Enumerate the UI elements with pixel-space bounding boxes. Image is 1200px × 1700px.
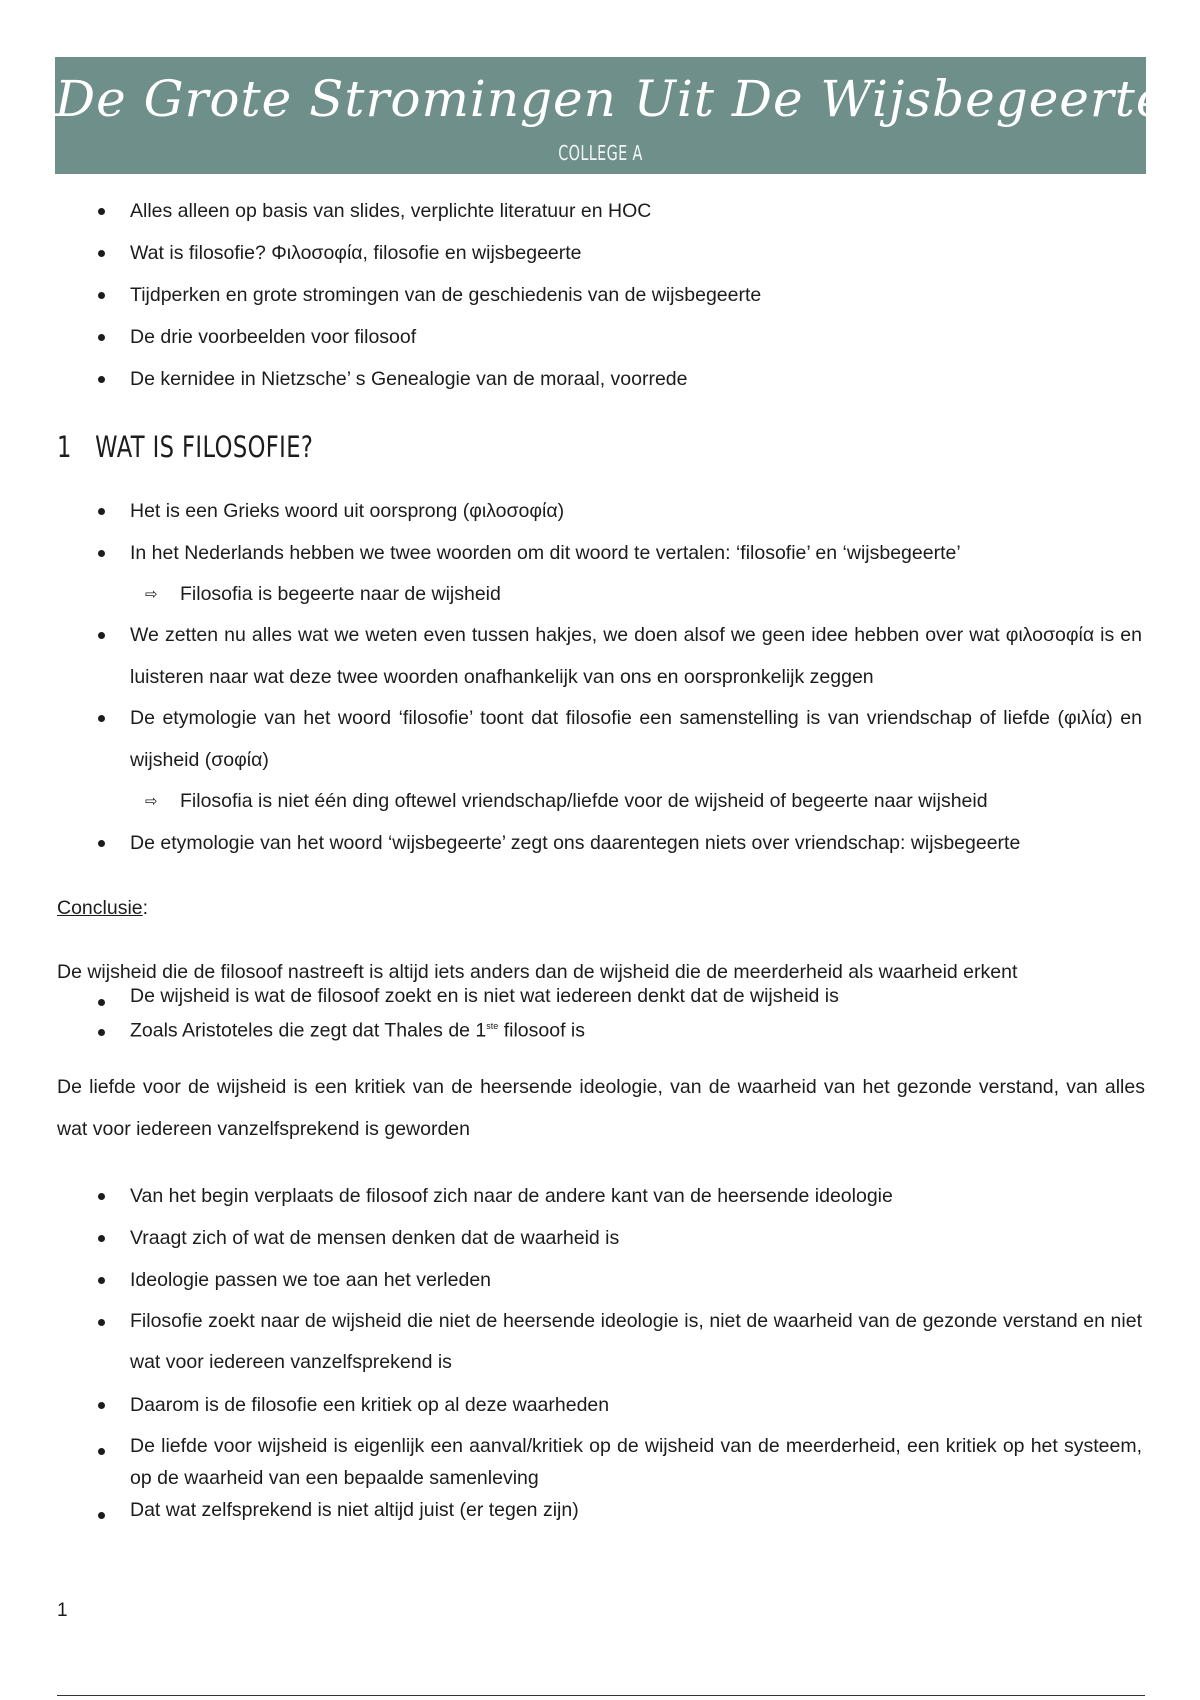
- list-item: We zetten nu alles wat we weten even tussen hakjes, we doen alsof we geen idee hebben over wat φιλοσοφία is en luisteren naar wat deze twee woorden onafhankelijk van ons en oorspronkelijk zeggen: [130, 614, 1142, 698]
- conclusion-paragraph-1: De wijsheid die de filosoof nastreeft is altijd iets anders dan de wijsheid die de meerderheid als waarheid erkent: [57, 961, 1018, 983]
- list-item: De drie voorbeelden voor filosoof: [130, 316, 1142, 358]
- conclusion-paragraph-2: De liefde voor de wijsheid is een kritiek van de heersende ideologie, van de waarheid van het gezonde verstand, van alles wat voor iedereen vanzelfsprekend is geworden: [57, 1076, 1145, 1140]
- list-item: Alles alleen op basis van slides, verplichte literatuur en HOC: [130, 190, 1142, 232]
- list-item: Vraagt zich of wat de mensen denken dat de waarheid is: [130, 1217, 1142, 1259]
- list-item: De etymologie van het woord ‘wijsbegeerte’ zegt ons daarentegen niets over vriendschap: wijsbegeerte: [130, 822, 1142, 864]
- list-item: Filosofie zoekt naar de wijsheid die niet de heersende ideologie is, niet de waarheid van de gezonde verstand en niet wat voor iedereen vanzelfsprekend is: [130, 1301, 1142, 1383]
- list-item: Wat is filosofie? Φιλοσοφία, filosofie en wijsbegeerte: [130, 232, 1142, 274]
- list-item: De wijsheid is wat de filosoof zoekt en is niet wat iedereen denkt dat de wijsheid is: [130, 981, 1142, 1011]
- section-heading: [57, 430, 313, 464]
- list-item: De kernidee in Nietzsche’ s Genealogie van de moraal, voorrede: [130, 358, 1142, 400]
- list-item: De liefde voor wijsheid is eigenlijk een aanval/kritiek op de wijsheid van de meerderheid, een kritiek op het systeem, op de waarheid van een bepaalde samenleving: [130, 1430, 1142, 1494]
- sub-list-item: ⇨ Filosofia is begeerte naar de wijsheid: [180, 573, 1140, 615]
- page-number: 1: [57, 1600, 68, 1621]
- list-item: De etymologie van het woord ‘filosofie’ toont dat filosofie een samenstelling is van vriendschap of liefde (φιλία) en wijsheid (σοφία): [130, 697, 1142, 781]
- section-title: WAT IS FILOSOFIE?: [95, 430, 314, 464]
- sub-list-item: ⇨ Filosofia is niet één ding oftewel vriendschap/liefde voor de wijsheid of begeerte naar wijsheid: [180, 780, 1140, 822]
- conclusion-heading: Conclusie:: [57, 897, 149, 919]
- list-item: Tijdperken en grote stromingen van de geschiedenis van de wijsbegeerte: [130, 274, 1142, 316]
- document-subtitle: COLLEGE A: [558, 141, 643, 165]
- list-item: Dat wat zelfsprekend is niet altijd juist (er tegen zijn): [130, 1494, 1142, 1526]
- list-item: In het Nederlands hebben we twee woorden om dit woord te vertalen: ‘filosofie’ en ‘wijsbegeerte’: [130, 532, 1142, 574]
- document-title: De Grote Stromingen Uit De Wijsbegeerte: [55, 70, 1167, 128]
- list-item: Zoals Aristoteles die zegt dat Thales de 1ste filosoof is: [130, 1011, 1142, 1046]
- footer-divider: [57, 1695, 1145, 1696]
- list-item: Van het begin verplaats de filosoof zich naar de andere kant van de heersende ideologie: [130, 1175, 1142, 1217]
- section-number: 1: [57, 430, 72, 464]
- list-item: Het is een Grieks woord uit oorsprong (φιλοσοφία): [130, 490, 1142, 532]
- title-banner: [55, 57, 1167, 174]
- list-item: Ideologie passen we toe aan het verleden: [130, 1259, 1142, 1301]
- list-item: Daarom is de filosofie een kritiek op al deze waarheden: [130, 1384, 1142, 1426]
